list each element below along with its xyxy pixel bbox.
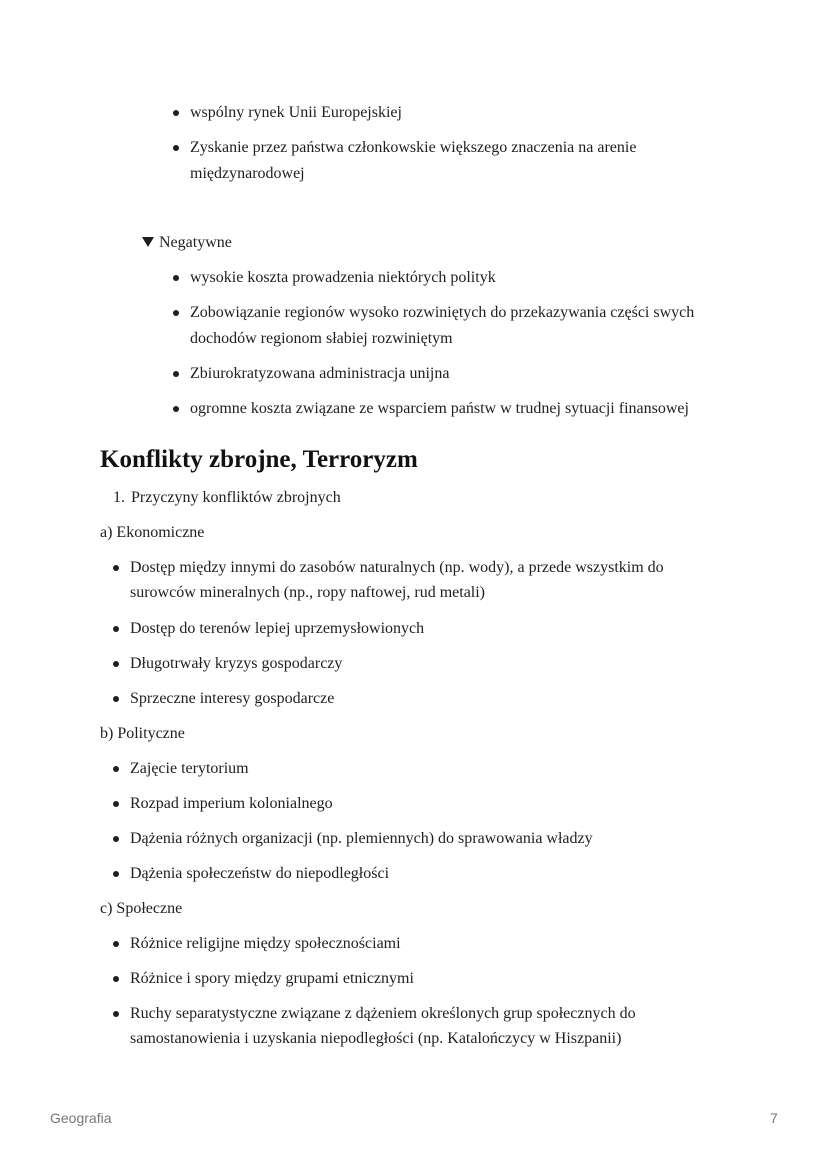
bullet-icon bbox=[173, 310, 179, 316]
triangle-down-icon[interactable] bbox=[142, 237, 154, 247]
bullet-icon bbox=[113, 565, 119, 571]
list-item: Zbiurokratyzowana administracja unijna bbox=[190, 365, 450, 382]
bullet-icon bbox=[113, 661, 119, 667]
group-label: c) Społeczne bbox=[100, 900, 183, 917]
footer-subject: Geografia bbox=[50, 1110, 112, 1126]
list-item: Różnice i spory między grupami etnicznymi bbox=[130, 970, 414, 987]
bullet-icon bbox=[113, 871, 119, 877]
list-item: Sprzeczne interesy gospodarcze bbox=[130, 690, 335, 707]
toggle-label[interactable]: Negatywne bbox=[159, 234, 232, 251]
bullet-icon bbox=[173, 371, 179, 377]
list-item-continuation: dochodów regionom słabiej rozwiniętym bbox=[190, 330, 453, 347]
bullet-icon bbox=[113, 801, 119, 807]
bullet-icon bbox=[173, 110, 179, 116]
list-item: wspólny rynek Unii Europejskiej bbox=[190, 104, 402, 121]
list-item: Rozpad imperium kolonialnego bbox=[130, 795, 333, 812]
list-item: Długotrwały kryzys gospodarczy bbox=[130, 655, 343, 672]
footer-page-number: 7 bbox=[770, 1110, 778, 1126]
bullet-icon bbox=[173, 145, 179, 151]
bullet-icon bbox=[113, 766, 119, 772]
bullet-icon bbox=[113, 836, 119, 842]
bullet-icon bbox=[113, 1011, 119, 1017]
list-item: Ruchy separatystyczne związane z dążeniem określonych grup społecznych do bbox=[130, 1005, 636, 1022]
bullet-icon bbox=[113, 626, 119, 632]
bullet-icon bbox=[113, 976, 119, 982]
list-item-continuation: surowców mineralnych (np., ropy naftowej, rud metali) bbox=[130, 584, 486, 601]
bullet-icon bbox=[113, 941, 119, 947]
section-heading: Konflikty zbrojne, Terroryzm bbox=[100, 446, 418, 473]
bullet-icon bbox=[113, 696, 119, 702]
list-item: Zobowiązanie regionów wysoko rozwiniętych do przekazywania części swych bbox=[190, 304, 695, 321]
list-item-continuation: samostanowienia i uzyskania niepodległości (np. Katalończycy w Hiszpanii) bbox=[130, 1030, 622, 1047]
bullet-icon bbox=[173, 275, 179, 281]
ordered-item: Przyczyny konfliktów zbrojnych bbox=[131, 489, 341, 506]
list-item: Dążenia różnych organizacji (np. plemiennych) do sprawowania władzy bbox=[130, 830, 593, 847]
list-item: Różnice religijne między społecznościami bbox=[130, 935, 401, 952]
list-item: Zajęcie terytorium bbox=[130, 760, 249, 777]
list-item: Zyskanie przez państwa członkowskie większego znaczenia na arenie bbox=[190, 139, 637, 156]
list-item: Dostęp do terenów lepiej uprzemysłowionych bbox=[130, 620, 425, 637]
group-label: b) Polityczne bbox=[100, 725, 185, 742]
bullet-icon bbox=[173, 406, 179, 412]
ordered-item-number: 1. bbox=[113, 489, 125, 506]
list-item: ogromne koszta związane ze wsparciem państw w trudnej sytuacji finansowej bbox=[190, 400, 689, 417]
list-item-continuation: międzynarodowej bbox=[190, 165, 305, 182]
list-item: wysokie koszta prowadzenia niektórych polityk bbox=[190, 269, 496, 286]
group-label: a) Ekonomiczne bbox=[100, 524, 205, 541]
list-item: Dążenia społeczeństw do niepodległości bbox=[130, 865, 390, 882]
list-item: Dostęp między innymi do zasobów naturalnych (np. wody), a przede wszystkim do bbox=[130, 559, 664, 576]
